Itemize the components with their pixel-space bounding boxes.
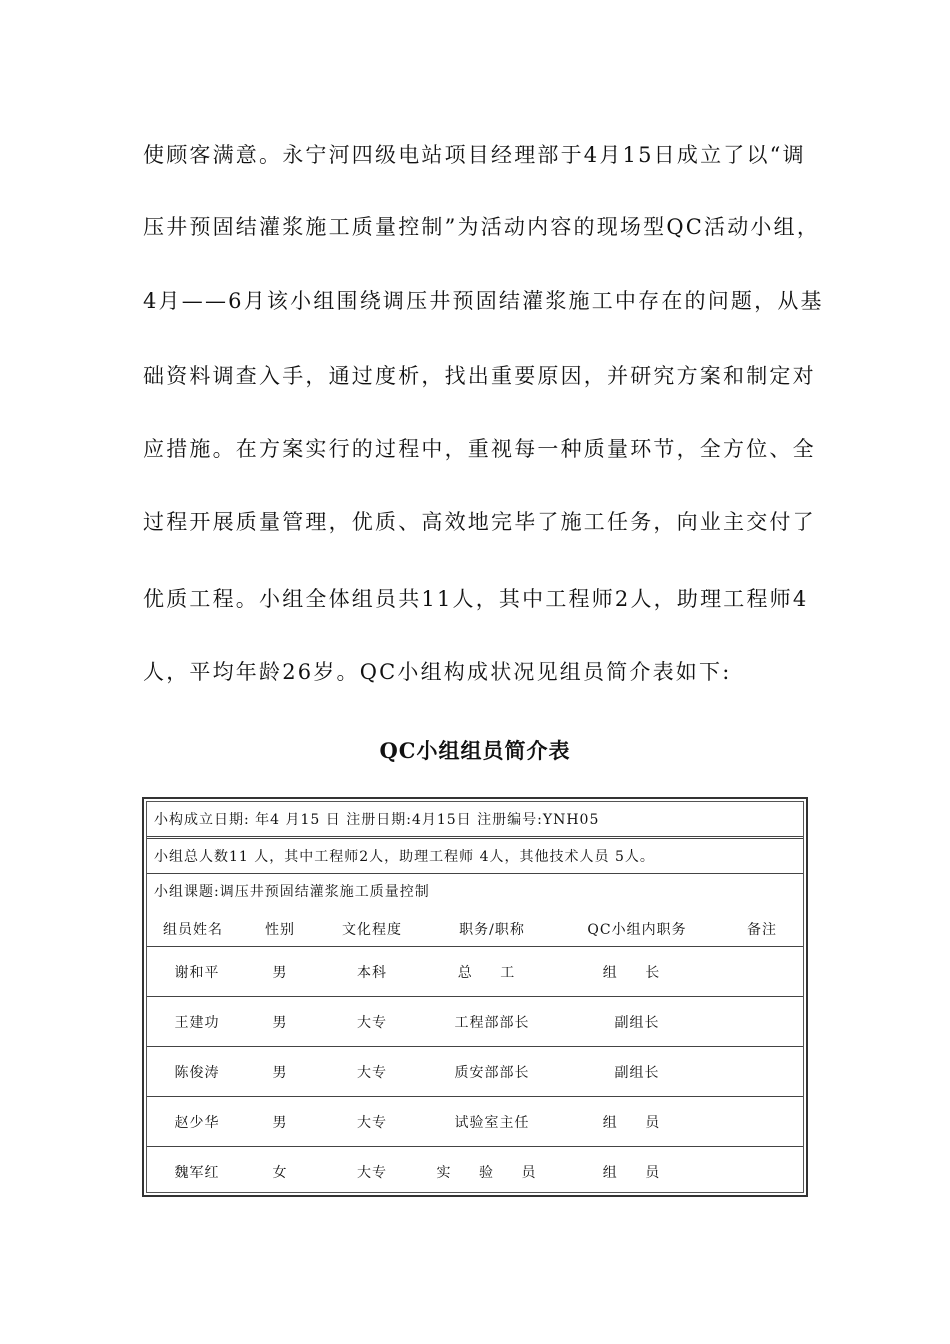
header-cell: 文化程度 [342, 922, 402, 938]
table-info-row: 小组课题:调压井预固结灌浆施工质量控制 [154, 884, 430, 900]
member-table [142, 797, 808, 1197]
table-header-row [147, 910, 803, 948]
member-gender: 男 [272, 1115, 288, 1131]
paragraph-line: 压井预固结灌浆施工质量控制”为活动内容的现场型QC活动小组， [143, 215, 821, 239]
header-cell: QC小组内职务 [587, 922, 687, 938]
table-row [147, 1146, 803, 1197]
paragraph-line: 础资料调查入手，通过度析，找出重要原因，并研究方案和制定对 [143, 364, 816, 388]
table-info-row: 小组总人数11 人，其中工程师2人，助理工程师 4人，其他技术人员 5人。 [147, 839, 803, 874]
header-cell: 组员姓名 [163, 922, 223, 938]
member-education: 本科 [357, 965, 387, 981]
header-cell: 备注 [747, 922, 777, 938]
table-info-row: 小构成立日期: 年4 月15 日 注册日期:4月15日 注册编号:YNH05 [147, 802, 803, 839]
member-qc-role: 组 长 [602, 965, 672, 981]
paragraph-line: 使顾客满意。永宁河四级电站项目经理部于4月15日成立了以“调 [143, 143, 806, 167]
member-name: 陈俊涛 [174, 1065, 220, 1081]
member-education: 大专 [357, 1115, 387, 1131]
paragraph-line: 优质工程。小组全体组员共11人，其中工程师2人，助理工程师4 [143, 587, 809, 611]
member-name: 赵少华 [174, 1115, 220, 1131]
member-remark [737, 947, 787, 997]
table-title: QC小组组员简介表 [379, 738, 571, 763]
member-title: 质安部部长 [454, 1065, 530, 1081]
member-qc-role: 副组长 [614, 1065, 660, 1081]
table-row [147, 1046, 803, 1097]
table-row [147, 1096, 803, 1147]
paragraph-line: 4月——6月该小组围绕调压井预固结灌浆施工中存在的问题，从基 [143, 289, 824, 313]
table-row [147, 946, 803, 997]
member-qc-role: 副组长 [614, 1015, 660, 1031]
paragraph-line: 过程开展质量管理，优质、高效地完毕了施工任务，向业主交付了 [143, 510, 816, 534]
member-education: 大专 [357, 1065, 387, 1081]
member-qc-role: 组 员 [602, 1165, 672, 1181]
member-name: 王建功 [174, 1015, 220, 1031]
member-title: 工程部部长 [454, 1015, 530, 1031]
member-name: 谢和平 [174, 965, 220, 981]
member-title: 实 验 员 [436, 1165, 548, 1181]
header-cell: 职务/职称 [459, 922, 525, 938]
member-remark [737, 997, 787, 1047]
member-title: 试验室主任 [454, 1115, 530, 1131]
paragraph-line: 人，平均年龄26岁。QC小组构成状况见组员简介表如下: [143, 660, 732, 684]
member-title: 总 工 [457, 965, 527, 981]
header-cell: 性别 [265, 922, 295, 938]
member-gender: 男 [272, 1065, 288, 1081]
member-gender: 男 [272, 965, 288, 981]
member-remark [737, 1097, 787, 1147]
member-gender: 女 [272, 1165, 288, 1181]
member-name: 魏军红 [174, 1165, 220, 1181]
member-gender: 男 [272, 1015, 288, 1031]
member-remark [737, 1147, 787, 1197]
table-row [147, 996, 803, 1047]
member-remark [737, 1047, 787, 1097]
paragraph-line: 应措施。在方案实行的过程中，重视每一种质量环节，全方位、全 [143, 437, 816, 461]
member-education: 大专 [357, 1015, 387, 1031]
member-education: 大专 [357, 1165, 387, 1181]
member-qc-role: 组 员 [602, 1115, 672, 1131]
